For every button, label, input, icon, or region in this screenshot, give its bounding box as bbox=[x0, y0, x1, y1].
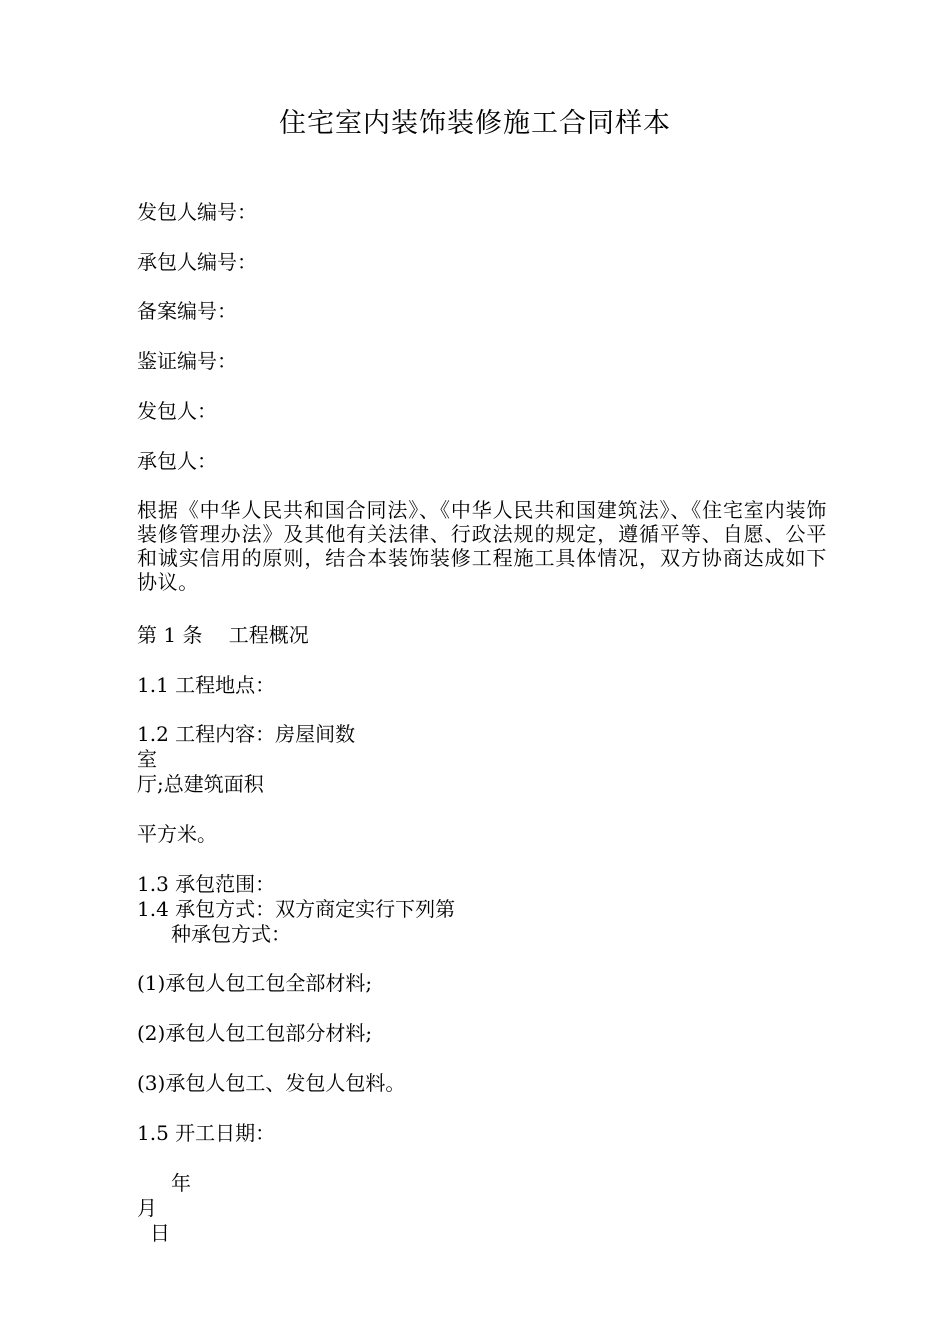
document-title: 住宅室内装饰装修施工合同样本 bbox=[279, 108, 671, 139]
start-date-label: 1.5 开工日期： bbox=[137, 1121, 276, 1145]
project-location: 1.1 工程地点： bbox=[137, 673, 276, 697]
contract-mode: 1.4 承包方式：双方商定实行下列第 bbox=[137, 897, 456, 921]
contract-scope: 1.3 承包范围： bbox=[137, 872, 276, 896]
filing-number-field: 备案编号： bbox=[137, 299, 237, 323]
contract-mode-cont: 种承包方式： bbox=[171, 922, 291, 946]
mode-option-1: (1)承包人包工包全部材料; bbox=[137, 971, 373, 995]
client-field: 发包人： bbox=[137, 399, 217, 423]
project-content-rooms: 室 bbox=[137, 747, 157, 771]
project-content: 1.2 工程内容：房屋间数 bbox=[137, 722, 356, 746]
verification-number-field: 鉴证编号： bbox=[137, 349, 237, 373]
mode-option-3: (3)承包人包工、发包人包料。 bbox=[137, 1071, 406, 1095]
start-date-year: 年 bbox=[171, 1171, 191, 1195]
project-content-unit: 平方米。 bbox=[137, 822, 217, 846]
preamble-paragraph: 根据《中华人民共和国合同法》、《中华人民共和国建筑法》、《住宅室内装饰装修管理办法》及其他有关法律、行政法规的规定，遵循平等、自愿、公平和诚实信用的原则，结合本装饰装修工程施工具体情况，双方协商达成如下协议。 bbox=[137, 498, 827, 594]
mode-option-2: (2)承包人包工包部分材料; bbox=[137, 1021, 373, 1045]
contractor-field: 承包人： bbox=[137, 449, 217, 473]
project-content-area: 厅;总建筑面积 bbox=[137, 772, 264, 796]
contractor-number-field: 承包人编号： bbox=[137, 250, 257, 274]
article-1-heading: 第 1 条 工程概况 bbox=[137, 623, 309, 647]
start-date-day: 日 bbox=[150, 1221, 170, 1245]
client-number-field: 发包人编号： bbox=[137, 200, 257, 224]
start-date-month: 月 bbox=[137, 1196, 157, 1220]
